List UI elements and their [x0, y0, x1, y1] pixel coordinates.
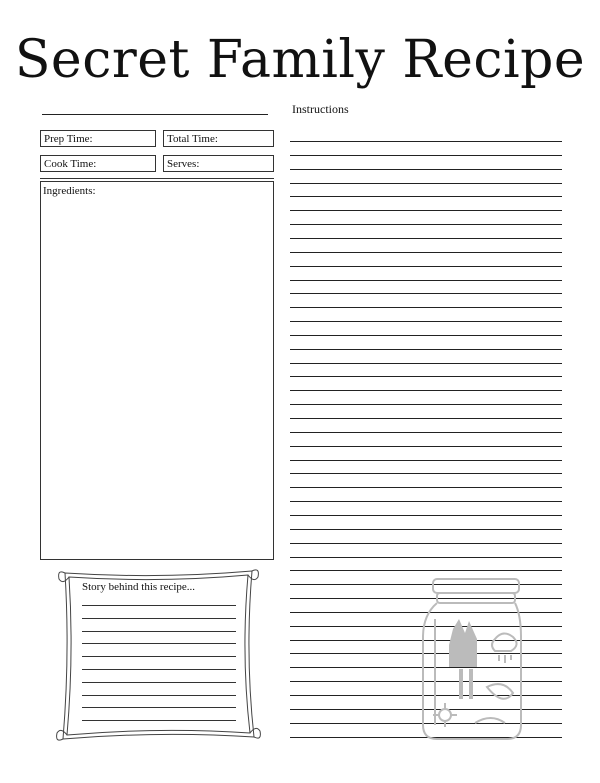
- story-line: [82, 618, 236, 619]
- story-line: [82, 707, 236, 708]
- prep-time-label: Prep Time:: [44, 133, 93, 145]
- instruction-line: [290, 460, 562, 461]
- instruction-line: [290, 155, 562, 156]
- instruction-line: [290, 418, 562, 419]
- jar-illustration-icon: [415, 575, 525, 743]
- serves-field[interactable]: [163, 155, 274, 172]
- instruction-line: [290, 141, 562, 142]
- instruction-line: [290, 446, 562, 447]
- ingredients-box[interactable]: [40, 181, 274, 560]
- instruction-line: [290, 224, 562, 225]
- instruction-line: [290, 432, 562, 433]
- ingredients-label: Ingredients:: [43, 185, 96, 197]
- instruction-line: [290, 570, 562, 571]
- story-line: [82, 643, 236, 644]
- instruction-line: [290, 321, 562, 322]
- instruction-line: [290, 238, 562, 239]
- cook-time-label: Cook Time:: [44, 158, 97, 170]
- instruction-line: [290, 183, 562, 184]
- story-line: [82, 682, 236, 683]
- total-time-label: Total Time:: [167, 133, 218, 145]
- instruction-line: [290, 557, 562, 558]
- instruction-line: [290, 169, 562, 170]
- story-line: [82, 605, 236, 606]
- story-label: Story behind this recipe...: [82, 581, 196, 593]
- story-line: [82, 695, 236, 696]
- total-time-field[interactable]: [163, 130, 274, 147]
- instruction-line: [290, 363, 562, 364]
- serves-label: Serves:: [167, 158, 200, 170]
- instruction-line: [290, 293, 562, 294]
- instruction-line: [290, 196, 562, 197]
- instruction-line: [290, 335, 562, 336]
- instruction-line: [290, 280, 562, 281]
- instruction-line: [290, 376, 562, 377]
- instruction-line: [290, 529, 562, 530]
- instruction-line: [290, 266, 562, 267]
- instruction-line: [290, 210, 562, 211]
- story-line: [82, 669, 236, 670]
- instructions-label: Instructions: [292, 102, 349, 116]
- instruction-line: [290, 307, 562, 308]
- instruction-line: [290, 501, 562, 502]
- instruction-line: [290, 515, 562, 516]
- story-box[interactable]: [55, 565, 262, 745]
- recipe-name-line[interactable]: [42, 114, 268, 115]
- instruction-line: [290, 390, 562, 391]
- cook-time-field[interactable]: [40, 155, 156, 172]
- instruction-line: [290, 349, 562, 350]
- instruction-line: [290, 404, 562, 405]
- story-line: [82, 720, 236, 721]
- story-line: [82, 656, 236, 657]
- page-title: Secret Family Recipe: [14, 30, 586, 90]
- instruction-line: [290, 252, 562, 253]
- story-line: [82, 631, 236, 632]
- instruction-line: [290, 487, 562, 488]
- instruction-line: [290, 543, 562, 544]
- prep-time-field[interactable]: [40, 130, 156, 147]
- instruction-line: [290, 473, 562, 474]
